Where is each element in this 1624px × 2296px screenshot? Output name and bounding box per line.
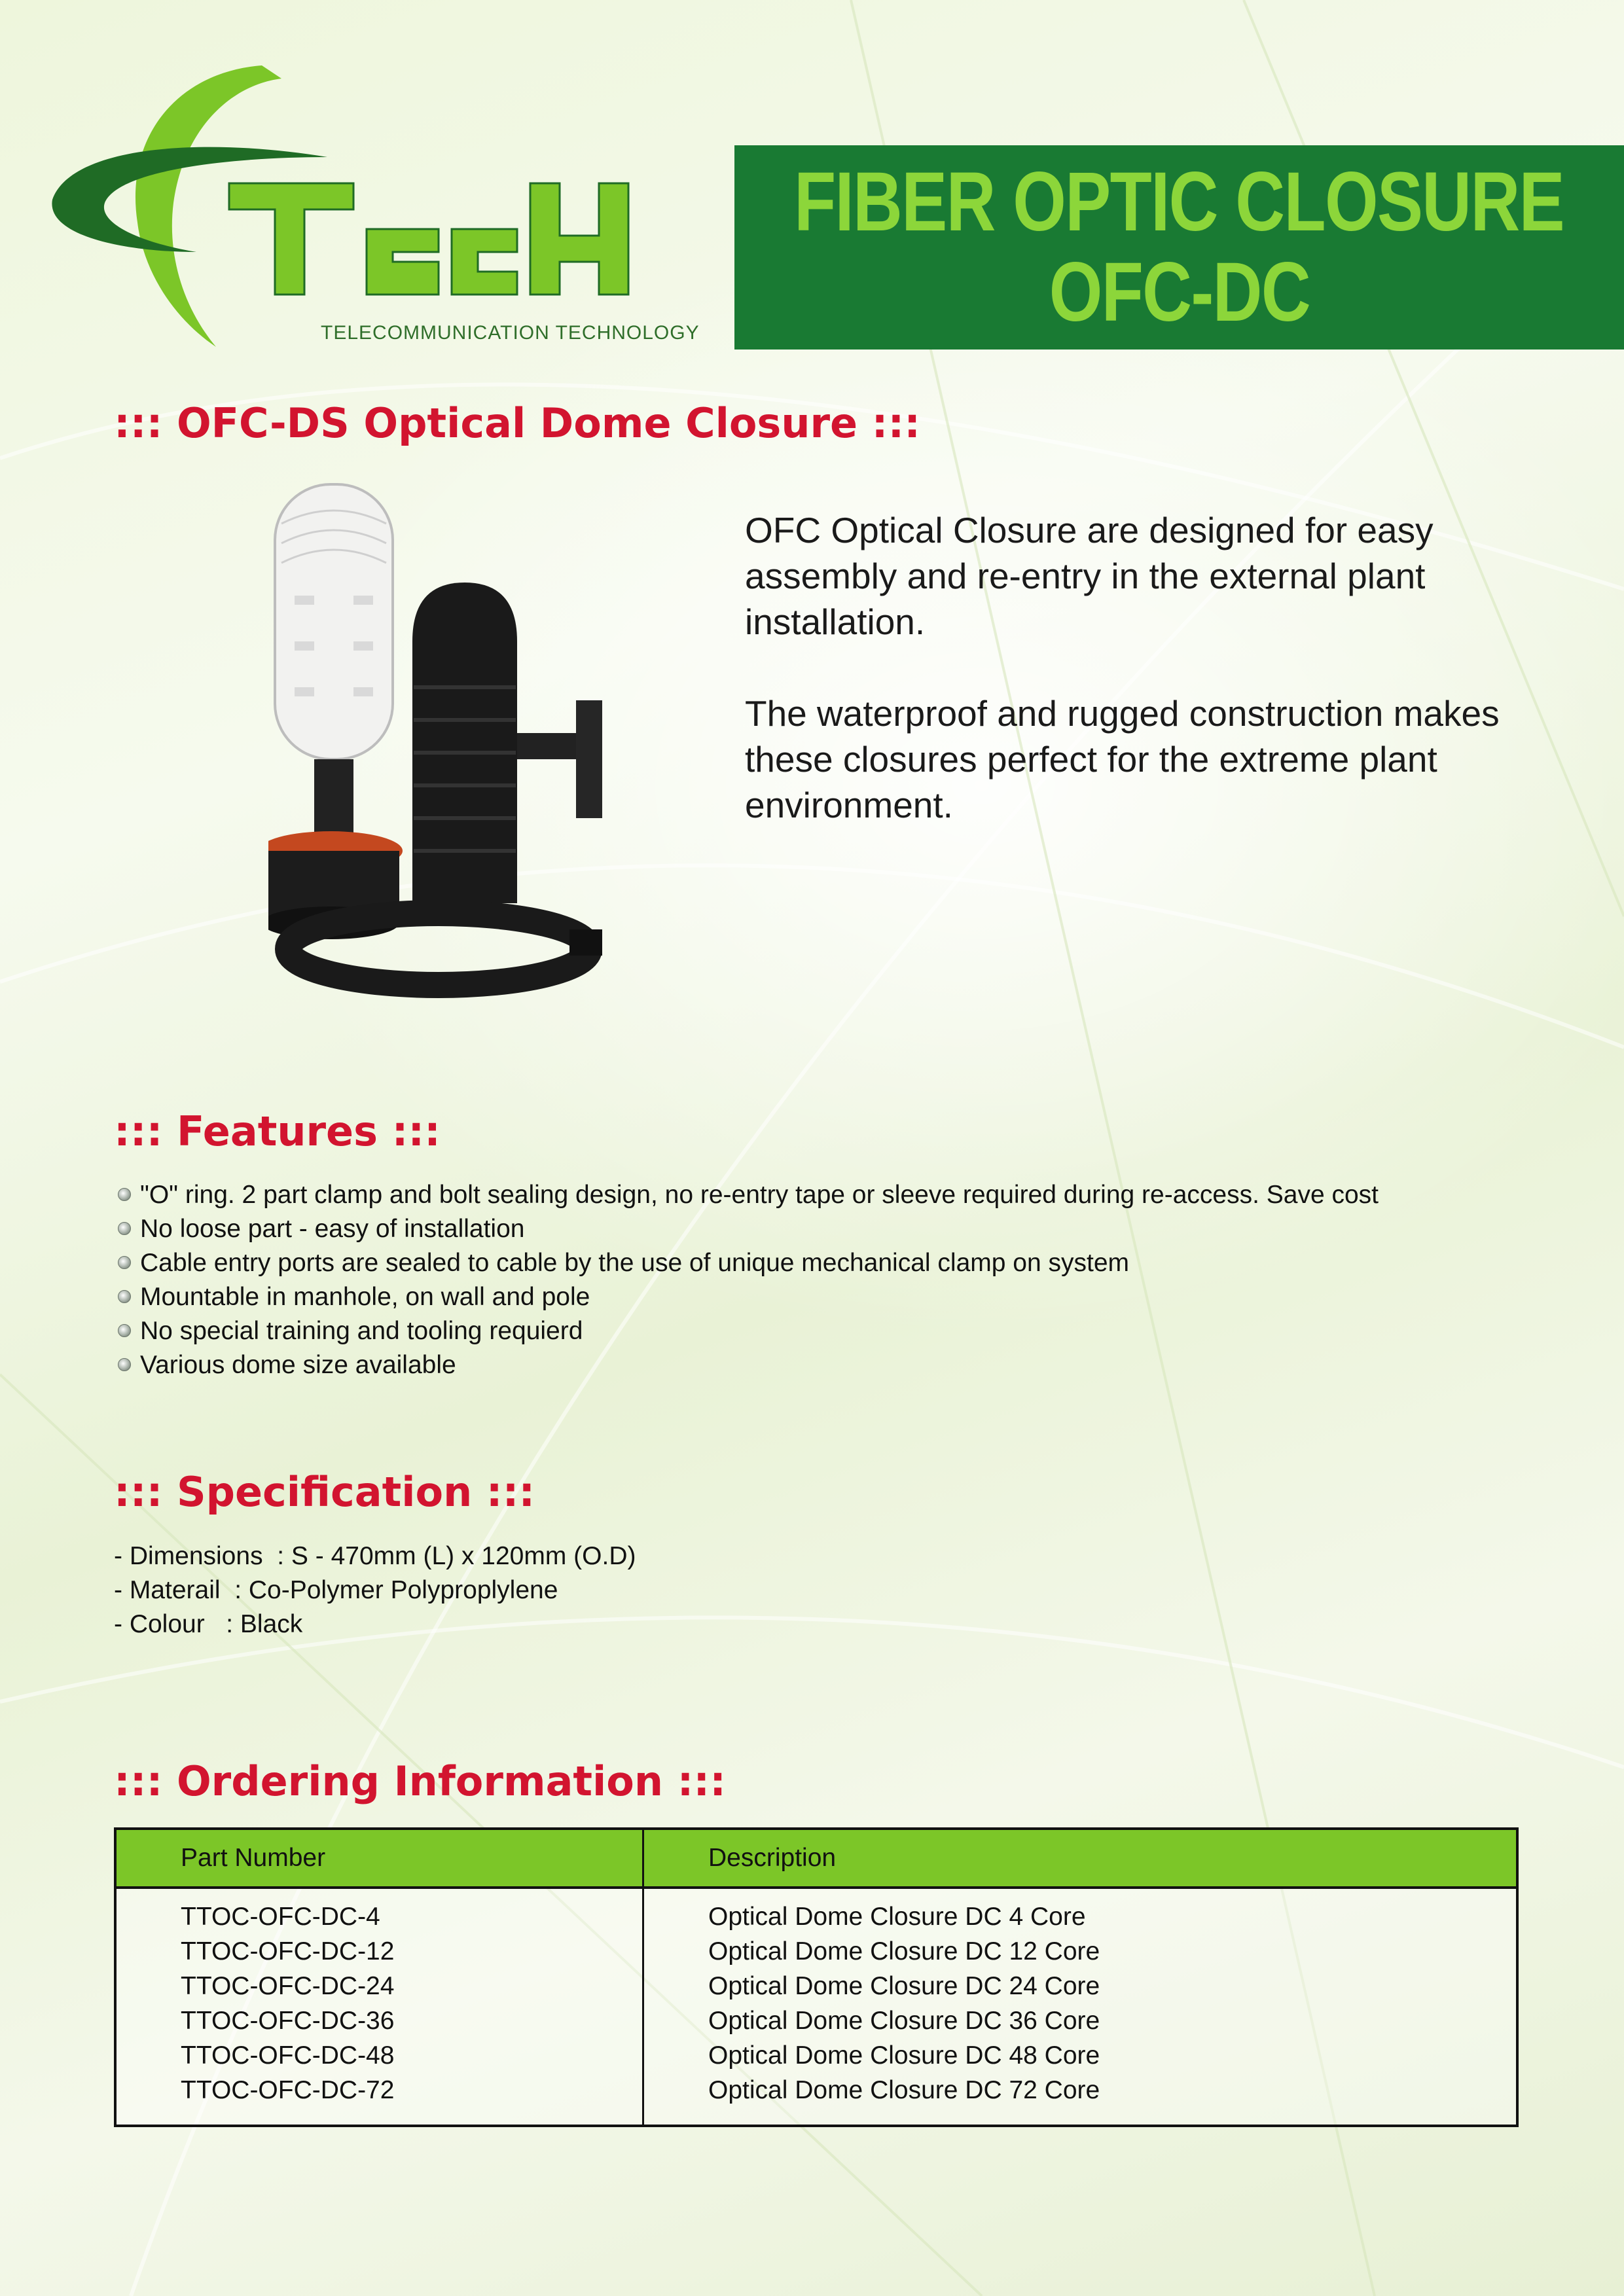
part-number: TTOC-OFC-DC-4 xyxy=(181,1903,380,1931)
description-cell xyxy=(643,1888,1518,2126)
tech-logo-mark xyxy=(46,59,668,353)
spec-material: - Materail : Co-Polymer Polyproplylene xyxy=(114,1576,558,1604)
part-description: Optical Dome Closure DC 24 Core xyxy=(708,1972,1100,2000)
part-number: TTOC-OFC-DC-36 xyxy=(181,2007,395,2035)
part-description: Optical Dome Closure DC 12 Core xyxy=(708,1937,1100,1965)
features-list xyxy=(118,1178,1379,1382)
feature-item: "O" ring. 2 part clamp and bolt sealing design, no re-entry tape or sleeve required during re-access. Save cost xyxy=(118,1178,1379,1212)
part-number-cell xyxy=(115,1888,643,2126)
part-number: TTOC-OFC-DC-12 xyxy=(181,1937,395,1965)
product-image xyxy=(268,471,609,1034)
table-header-row xyxy=(115,1829,1517,1888)
ordering-table xyxy=(114,1827,1519,2127)
specification-list xyxy=(114,1539,636,1641)
part-description: Optical Dome Closure DC 48 Core xyxy=(708,2041,1100,2070)
logo-subtitle: TELECOMMUNICATION TECHNOLOGY xyxy=(321,322,700,344)
bullet-icon xyxy=(118,1188,131,1201)
description-paragraph-2: The waterproof and rugged construction makes these closures perfect for the extreme plant environment. xyxy=(745,693,1500,825)
part-description: Optical Dome Closure DC 4 Core xyxy=(708,1903,1086,1931)
specification-heading: ::: Specification ::: xyxy=(114,1468,535,1516)
product-description xyxy=(745,507,1557,874)
spec-colour: - Colour : Black xyxy=(114,1610,303,1638)
column-header-description: Description xyxy=(643,1829,1518,1888)
title-line-1: FIBER OPTIC CLOSURE xyxy=(794,155,1564,249)
feature-item: Various dome size available xyxy=(118,1348,1379,1382)
bullet-icon xyxy=(118,1358,131,1371)
product-section-heading: ::: OFC-DS Optical Dome Closure ::: xyxy=(114,399,921,447)
bullet-icon xyxy=(118,1324,131,1337)
feature-item: Cable entry ports are sealed to cable by the use of unique mechanical clamp on system xyxy=(118,1246,1379,1280)
part-description: Optical Dome Closure DC 36 Core xyxy=(708,2007,1100,2035)
table-row xyxy=(115,1888,1517,2126)
title-banner xyxy=(734,145,1624,350)
column-header-part-number: Part Number xyxy=(115,1829,643,1888)
spec-dimensions: - Dimensions : S - 470mm (L) x 120mm (O.D) xyxy=(114,1542,636,1570)
part-number: TTOC-OFC-DC-48 xyxy=(181,2041,395,2070)
part-number: TTOC-OFC-DC-24 xyxy=(181,1972,395,2000)
bullet-icon xyxy=(118,1290,131,1303)
part-number: TTOC-OFC-DC-72 xyxy=(181,2076,395,2104)
feature-item: Mountable in manhole, on wall and pole xyxy=(118,1280,1379,1314)
title-line-2: OFC-DC xyxy=(1049,245,1310,339)
features-heading: ::: Features ::: xyxy=(114,1107,441,1155)
feature-item: No loose part - easy of installation xyxy=(118,1212,1379,1246)
part-description: Optical Dome Closure DC 72 Core xyxy=(708,2076,1100,2104)
description-paragraph-1: OFC Optical Closure are designed for easy assembly and re-entry in the external plant installation. xyxy=(745,510,1434,642)
company-logo xyxy=(46,59,700,353)
bullet-icon xyxy=(118,1256,131,1269)
bullet-icon xyxy=(118,1222,131,1235)
ordering-heading: ::: Ordering Information ::: xyxy=(114,1757,726,1805)
feature-item: No special training and tooling requierd xyxy=(118,1314,1379,1348)
